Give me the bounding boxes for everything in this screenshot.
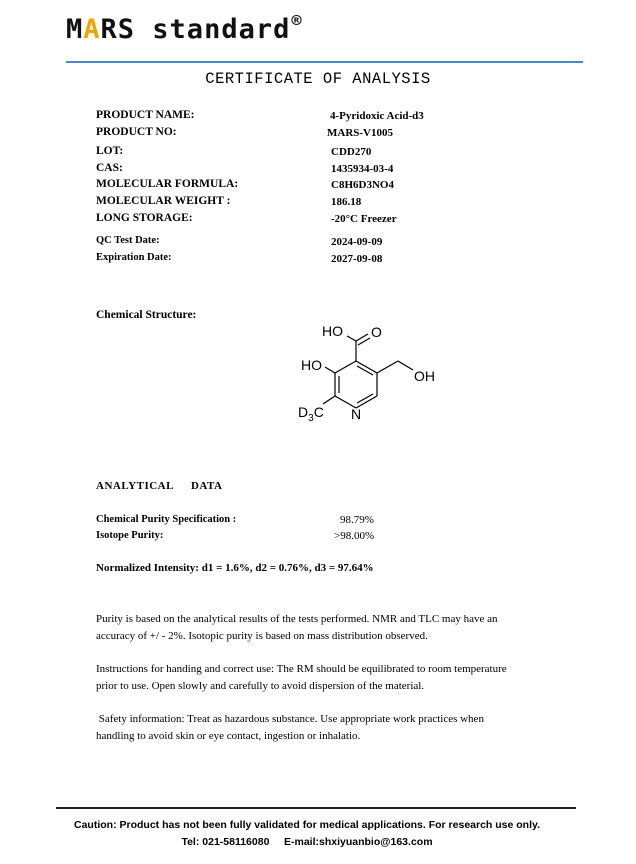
instructions-note (96, 661, 556, 695)
atom-ho-left: HO (301, 357, 322, 373)
brand-suffix: RS standard (100, 14, 291, 45)
instructions-note-line-1: Instructions for handing and correct use: The RM should be equilibrated to room temperature (96, 663, 507, 675)
atom-ho-top: HO (322, 323, 343, 339)
footer-caution: Caution: Product has not been fully validated for medical applications. For research use only. (74, 819, 540, 831)
purity-note (96, 611, 556, 645)
molecular-weight-label: MOLECULAR WEIGHT : (96, 195, 231, 207)
lot-value: CDD270 (331, 146, 372, 158)
atom-n: N (351, 406, 362, 422)
expiration-date-value: 2027-09-08 (331, 253, 383, 265)
expiration-date-label: Expiration Date: (96, 252, 172, 263)
analytical-data-heading (96, 480, 223, 492)
atom-d3c (298, 404, 324, 424)
bond-to-hydroxyl (325, 367, 335, 373)
molecular-formula-label: MOLECULAR FORMULA: (96, 178, 239, 190)
safety-note-line-2: handling to avoid skin or eye contact, ingestion or inhalatio. (96, 730, 361, 742)
chemical-purity-label: Chemical Purity Specification : (96, 514, 237, 525)
document-title: CERTIFICATE OF ANALYSIS (205, 70, 431, 88)
long-storage-label: LONG STORAGE: (96, 212, 193, 224)
qc-test-date-label: QC Test Date: (96, 235, 160, 246)
instructions-note-line-2: prior to use. Open slowly and carefully to avoid dispersion of the material. (96, 680, 425, 692)
analytical-heading-word-2: DATA (190, 480, 223, 492)
analytical-heading-word-1: ANALYTICAL (96, 480, 174, 492)
double-bond-inner-1 (357, 366, 373, 375)
molecular-weight-value: 186.18 (331, 196, 362, 208)
long-storage-value: -20°C Freezer (331, 213, 397, 225)
safety-note (96, 711, 556, 745)
bond-to-methyl (323, 396, 335, 404)
chemical-purity-value: 98.79% (340, 514, 374, 526)
lot-label: LOT: (96, 145, 124, 157)
product-no-label: PRODUCT NO: (96, 126, 177, 138)
atom-d3c-d: D (298, 404, 309, 420)
brand-prefix: M (66, 14, 84, 45)
chemical-structure-diagram (290, 318, 450, 430)
cas-value: 1435934-03-4 (331, 163, 394, 175)
brand-accent-letter: A (83, 14, 101, 45)
atom-d3c-c: C (313, 404, 324, 420)
cas-label: CAS: (96, 162, 123, 174)
normalized-intensity: Normalized Intensity: d1 = 1.6%, d2 = 0.76%, d3 = 97.64% (96, 562, 374, 574)
header-divider (66, 61, 583, 63)
isotope-purity-label: Isotope Purity: (96, 530, 164, 541)
isotope-purity-value: >98.00% (334, 530, 375, 542)
footer-contact: Tel: 021-58116080 E-mail:shxiyuanbio@163.com (181, 836, 433, 848)
molecular-formula-value: C8H6D3NO4 (331, 179, 394, 191)
bond-carboxyl-oh (347, 336, 356, 341)
safety-note-line-1: Safety information: Treat as hazardous substance. Use appropriate work practices when (96, 713, 484, 725)
brand-logo (66, 11, 303, 45)
atom-oh-right: OH (414, 368, 435, 384)
footer-divider (56, 807, 576, 809)
atom-o-top: O (371, 324, 382, 340)
atom-d3c-subscript: 3 (308, 413, 314, 424)
chemical-structure-label: Chemical Structure: (96, 309, 197, 321)
molecule-bonds (323, 334, 413, 408)
purity-note-line-2: accuracy of +/ - 2%. Isotopic purity is based on mass distribution observed. (96, 630, 428, 642)
purity-note-line-1: Purity is based on the analytical results of the tests performed. NMR and TLC may have an (96, 613, 498, 625)
product-name-value: 4-Pyridoxic Acid-d3 (330, 110, 424, 122)
bond-c5-c4 (335, 361, 356, 373)
double-bond-inner-2 (357, 394, 373, 403)
bond-to-methylene (377, 361, 398, 373)
registered-mark: ® (291, 11, 303, 31)
bond-methylene-oh (398, 361, 413, 370)
product-no-value: MARS-V1005 (327, 127, 393, 139)
qc-test-date-value: 2024-09-09 (331, 236, 383, 248)
product-name-label: PRODUCT NAME: (96, 109, 195, 121)
